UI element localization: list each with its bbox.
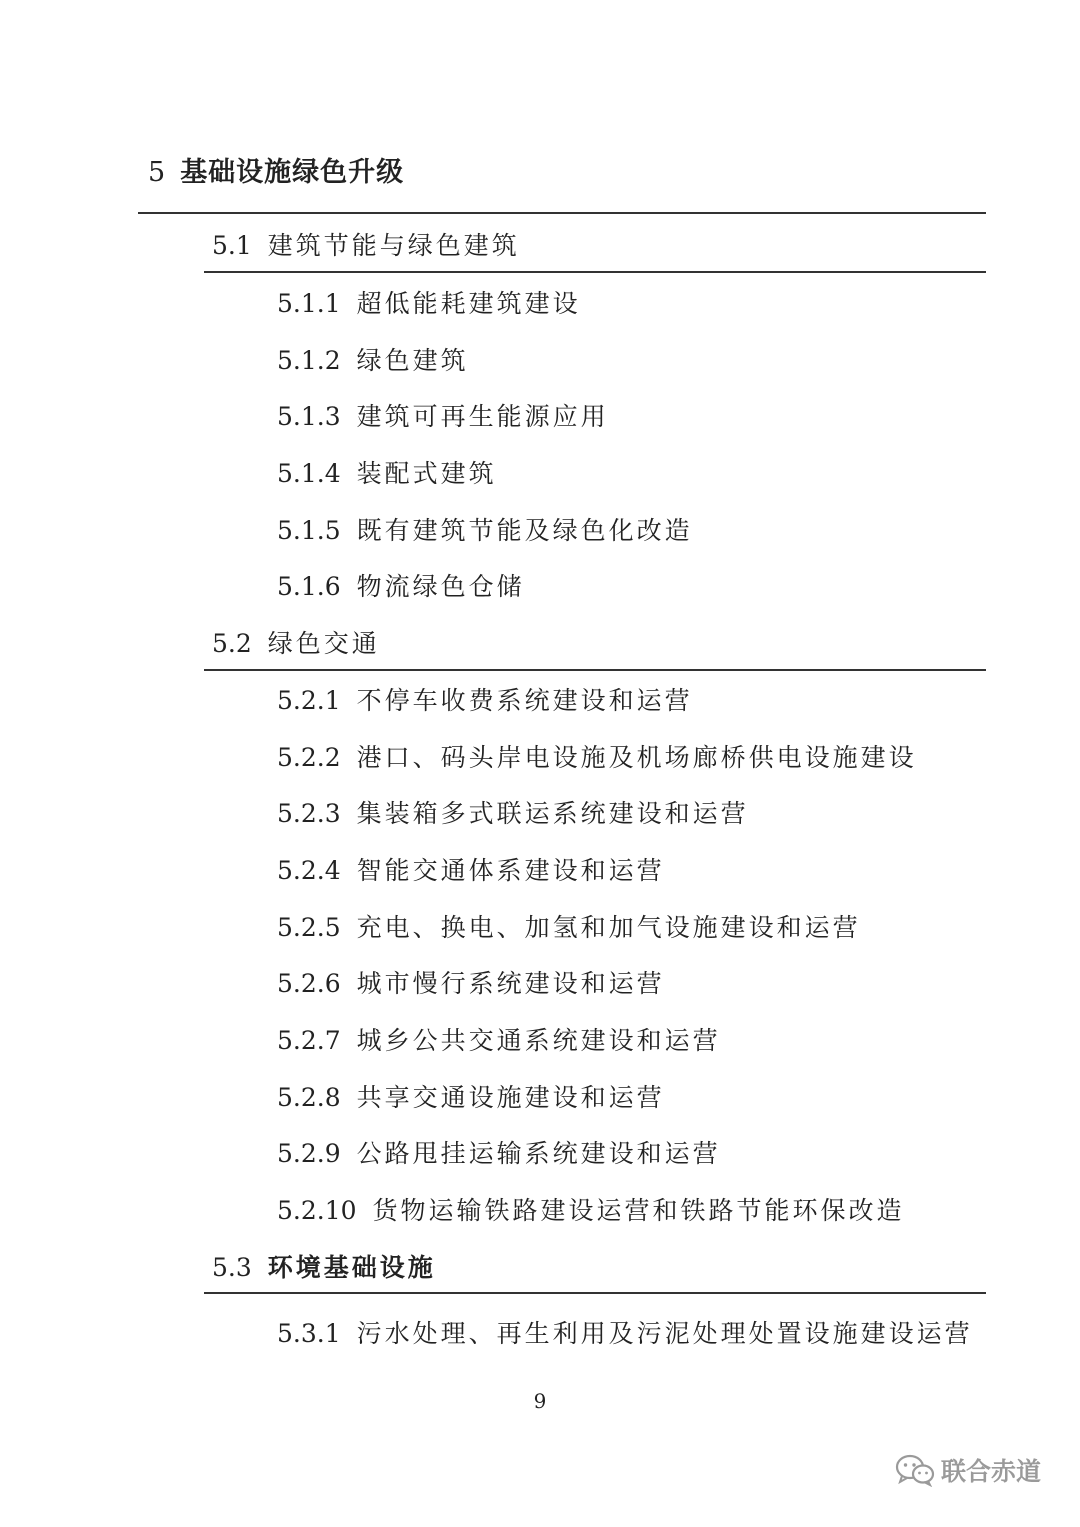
item-number: 5.2.3 bbox=[277, 799, 341, 828]
item-title: 物流绿色仓储 bbox=[356, 572, 525, 601]
item-number: 5.2.7 bbox=[277, 1026, 341, 1055]
chapter-number: 5 bbox=[148, 157, 167, 188]
list-item bbox=[277, 681, 693, 717]
section-title: 绿色交通 bbox=[267, 629, 380, 658]
item-title: 既有建筑节能及绿色化改造 bbox=[356, 516, 693, 545]
item-title: 建筑可再生能源应用 bbox=[356, 402, 609, 431]
divider bbox=[138, 212, 986, 214]
item-title: 不停车收费系统建设和运营 bbox=[356, 686, 693, 715]
list-item bbox=[277, 851, 665, 887]
divider bbox=[204, 1292, 986, 1294]
divider bbox=[204, 669, 986, 671]
section-heading bbox=[212, 1248, 436, 1284]
list-item bbox=[277, 794, 749, 830]
list-item bbox=[277, 454, 497, 490]
item-number: 5.2.1 bbox=[277, 686, 341, 715]
watermark-text: 联合赤道 bbox=[941, 1457, 1042, 1486]
chapter-title: 基础设施绿色升级 bbox=[180, 157, 405, 188]
item-title: 绿色建筑 bbox=[356, 346, 469, 375]
section-number: 5.2 bbox=[212, 629, 252, 658]
section-title: 环境基础设施 bbox=[267, 1253, 436, 1282]
page-number: 9 bbox=[533, 1389, 547, 1413]
section-number: 5.3 bbox=[212, 1253, 252, 1282]
watermark bbox=[895, 1450, 1041, 1490]
list-item bbox=[277, 1021, 721, 1057]
item-number: 5.2.10 bbox=[277, 1196, 357, 1225]
item-number: 5.2.5 bbox=[277, 913, 341, 942]
item-number: 5.1.5 bbox=[277, 516, 341, 545]
item-title: 污水处理、再生利用及污泥处理处置设施建设运营 bbox=[356, 1319, 973, 1348]
list-item bbox=[277, 1078, 665, 1114]
list-item bbox=[277, 341, 469, 377]
list-item bbox=[277, 1314, 973, 1350]
section-title: 建筑节能与绿色建筑 bbox=[267, 231, 520, 260]
item-number: 5.2.9 bbox=[277, 1139, 341, 1168]
item-number: 5.1.3 bbox=[277, 402, 341, 431]
list-item bbox=[277, 397, 609, 433]
item-number: 5.2.6 bbox=[277, 969, 341, 998]
list-item bbox=[277, 1191, 905, 1227]
list-item bbox=[277, 284, 581, 320]
item-number: 5.2.2 bbox=[277, 743, 341, 772]
item-title: 城市慢行系统建设和运营 bbox=[356, 969, 665, 998]
item-title: 智能交通体系建设和运营 bbox=[356, 856, 665, 885]
item-number: 5.1.6 bbox=[277, 572, 341, 601]
item-title: 公路甩挂运输系统建设和运营 bbox=[356, 1139, 721, 1168]
item-title: 集装箱多式联运系统建设和运营 bbox=[356, 799, 749, 828]
item-title: 超低能耗建筑建设 bbox=[356, 289, 581, 318]
list-item bbox=[277, 738, 917, 774]
item-title: 货物运输铁路建设运营和铁路节能环保改造 bbox=[372, 1196, 905, 1225]
item-title: 共享交通设施建设和运营 bbox=[356, 1083, 665, 1112]
list-item bbox=[277, 511, 693, 547]
chapter-heading bbox=[148, 150, 404, 189]
wechat-icon bbox=[895, 1453, 935, 1487]
section-heading bbox=[212, 624, 380, 660]
item-title: 城乡公共交通系统建设和运营 bbox=[356, 1026, 721, 1055]
item-number: 5.3.1 bbox=[277, 1319, 341, 1348]
list-item bbox=[277, 908, 861, 944]
item-number: 5.2.4 bbox=[277, 856, 341, 885]
section-heading bbox=[212, 226, 520, 262]
section-number: 5.1 bbox=[212, 231, 252, 260]
list-item bbox=[277, 1134, 721, 1170]
item-title: 港口、码头岸电设施及机场廊桥供电设施建设 bbox=[356, 743, 917, 772]
item-number: 5.1.2 bbox=[277, 346, 341, 375]
list-item bbox=[277, 567, 525, 603]
list-item bbox=[277, 964, 665, 1000]
divider bbox=[204, 271, 986, 273]
item-number: 5.1.1 bbox=[277, 289, 341, 318]
item-title: 充电、换电、加氢和加气设施建设和运营 bbox=[356, 913, 861, 942]
item-number: 5.2.8 bbox=[277, 1083, 341, 1112]
item-number: 5.1.4 bbox=[277, 459, 341, 488]
item-title: 装配式建筑 bbox=[356, 459, 497, 488]
